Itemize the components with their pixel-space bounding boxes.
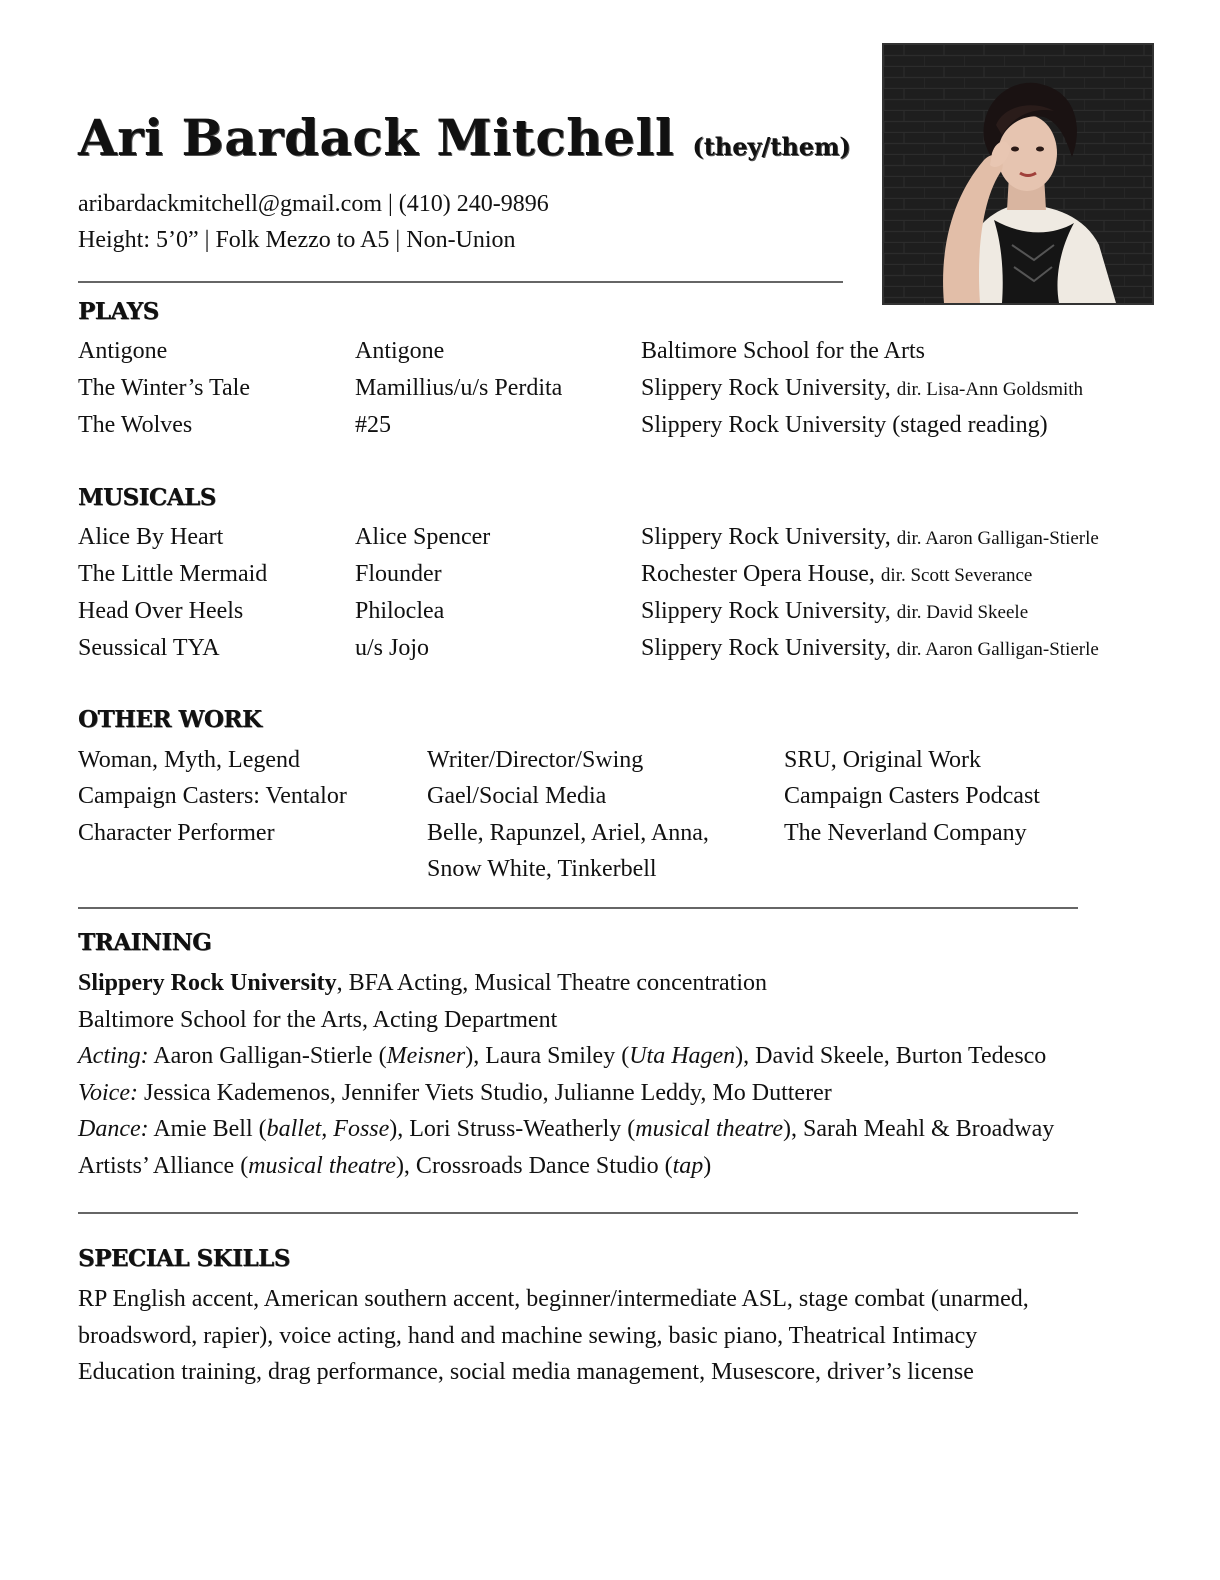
training-line: Dance: Amie Bell (ballet, Fosse), Lori Struss-Weatherly (musical theatre), Sarah Meahl & Broadway [78,1116,1055,1143]
role: Philoclea [355,598,445,624]
venue: The Neverland Company [784,820,1027,846]
venue: Rochester Opera House, dir. Scott Severance [641,561,1033,587]
role: Belle, Rapunzel, Ariel, Anna, [427,820,709,846]
venue: Slippery Rock University (staged reading) [641,412,1048,438]
role: Flounder [355,561,442,587]
section-heading-special-skills: SPECIAL SKILLS [78,1245,290,1272]
section-heading-plays: PLAYS [78,298,159,325]
skills-line: Education training, drag performance, social media management, Musescore, driver’s license [78,1359,974,1386]
contact-block [78,186,549,258]
show-title: Alice By Heart [78,524,224,550]
section-heading-other-work: OTHER WORK [78,706,262,733]
role: Snow White, Tinkerbell [427,856,657,882]
venue: Slippery Rock University, dir. David Skeele [641,598,1029,624]
director: dir. Aaron Galligan-Stierle [896,528,1099,549]
performer-name [78,108,851,167]
role: Gael/Social Media [427,783,607,809]
venue: SRU, Original Work [784,747,981,773]
headshot-illustration [884,45,1152,303]
director: dir. Scott Severance [880,565,1033,586]
role: Alice Spencer [355,524,491,550]
divider [78,907,1078,909]
venue: Slippery Rock University, dir. Aaron Galligan-Stierle [641,635,1099,661]
role: u/s Jojo [355,635,430,661]
divider [78,281,843,283]
section-heading-musicals: MUSICALS [78,484,216,511]
show-title: The Wolves [78,412,193,438]
show-title: Character Performer [78,820,275,846]
show-title: Head Over Heels [78,598,244,624]
role: Writer/Director/Swing [427,747,644,773]
director: dir. Aaron Galligan-Stierle [896,639,1099,660]
name-text: Ari Bardack Mitchell [78,108,675,167]
show-title: Campaign Casters: Ventalor [78,783,347,809]
headshot-photo [882,43,1154,305]
show-title: Woman, Myth, Legend [78,747,301,773]
director: dir. Lisa-Ann Goldsmith [896,379,1084,400]
training-line: Slippery Rock University, BFA Acting, Musical Theatre concentration [78,970,768,996]
skills-line: broadsword, rapier), voice acting, hand and machine sewing, basic piano, Theatrical Intimacy [78,1322,978,1349]
training-line: Voice: Jessica Kademenos, Jennifer Viets Studio, Julianne Leddy, Mo Dutterer [78,1079,832,1106]
training-line: Artists’ Alliance (musical theatre), Crossroads Dance Studio (tap) [78,1152,712,1179]
pronouns: (they/them) [692,132,851,161]
section-heading-training: TRAINING [78,929,212,956]
skills-block [78,1281,1148,1391]
training-line: Acting: Aaron Galligan-Stierle (Meisner), Laura Smiley (Uta Hagen), David Skeele, Burton Tedesco [78,1043,1047,1070]
contact-line: aribardackmitchell@gmail.com | (410) 240-9896 [78,191,549,217]
role: Mamillius/u/s Perdita [355,375,563,401]
show-title: The Little Mermaid [78,561,268,587]
details-line: Height: 5’0” | Folk Mezzo to A5 | Non-Union [78,227,516,253]
show-title: Seussical TYA [78,635,220,661]
role: Antigone [355,338,445,364]
skills-line: RP English accent, American southern accent, beginner/intermediate ASL, stage combat (unarmed, [78,1286,1029,1312]
divider [78,1212,1078,1214]
show-title: Antigone [78,338,168,364]
venue: Campaign Casters Podcast [784,783,1040,809]
role: #25 [355,412,391,438]
venue: Slippery Rock University, dir. Aaron Galligan-Stierle [641,524,1099,550]
training-block [78,965,1148,1185]
venue: Baltimore School for the Arts [641,338,925,364]
training-line: Baltimore School for the Arts, Acting Department [78,1006,558,1033]
show-title: The Winter’s Tale [78,375,250,401]
venue: Slippery Rock University, dir. Lisa-Ann Goldsmith [641,375,1084,401]
director: dir. David Skeele [896,602,1029,623]
